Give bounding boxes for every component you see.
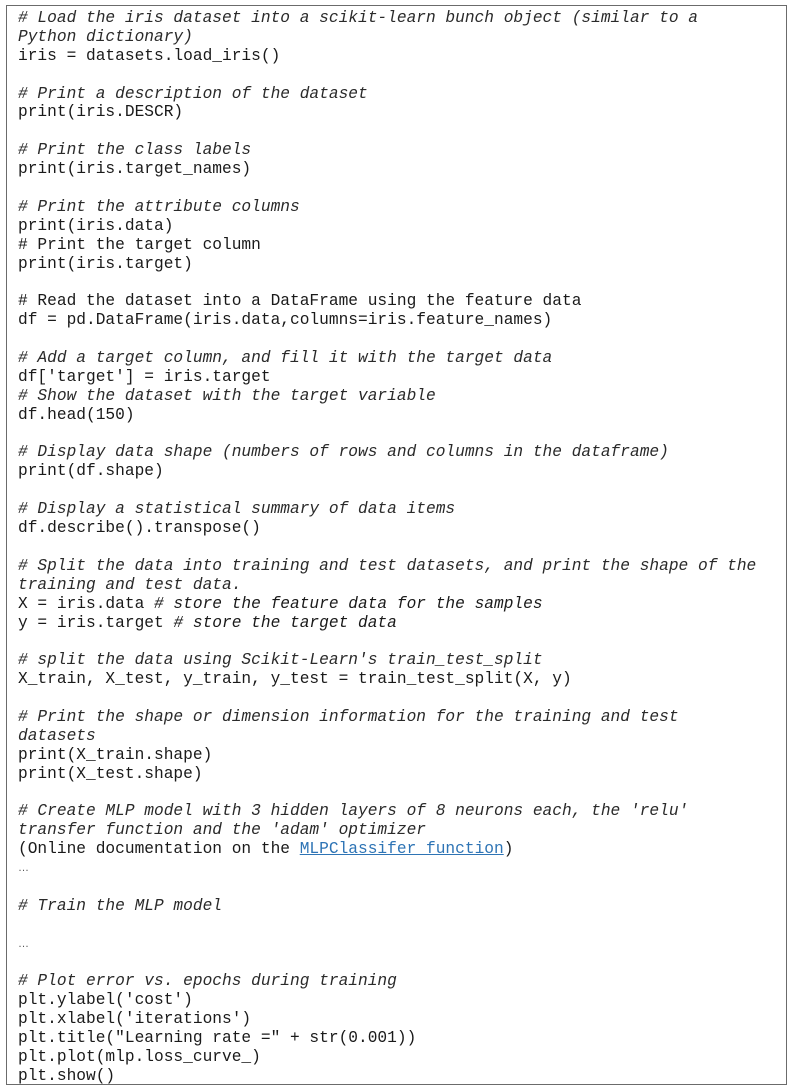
blank-line <box>18 954 786 973</box>
code-line: df['target'] = iris.target <box>18 367 271 386</box>
blank-line <box>18 425 786 444</box>
code-line: X_train, X_test, y_train, y_test = train_test_split(X, y) <box>18 670 572 689</box>
code-comment-line: transfer function and the 'adam' optimizer <box>18 821 426 840</box>
code-comment-line: # split the data using Scikit-Learn's train_test_split <box>18 651 543 670</box>
inline-comment: # store the target data <box>173 613 397 632</box>
code-comment-line: # Display a statistical summary of data items <box>18 500 456 519</box>
blank-line <box>18 330 786 349</box>
code-line: print(X_test.shape) <box>18 764 203 783</box>
code-line: df.describe().transpose() <box>18 519 261 538</box>
blank-line <box>18 878 786 897</box>
code-comment-line: # Split the data into training and test datasets, and print the shape of the <box>18 556 757 575</box>
code-comment-line: # Print the attribute columns <box>18 197 300 216</box>
blank-line <box>18 784 786 803</box>
code-comment-line: # Print a description of the dataset <box>18 84 368 103</box>
code-comment-line: datasets <box>18 726 96 745</box>
blank-line <box>18 179 786 198</box>
code-comment-line: # Create MLP model with 3 hidden layers of 8 neurons each, the 'relu' <box>18 802 689 821</box>
code-line: print(iris.DESCR) <box>18 103 184 122</box>
code-line: df = pd.DataFrame(iris.data,columns=iris.feature_names) <box>18 311 553 330</box>
code-block <box>6 5 787 1085</box>
code-line: plt.xlabel('iterations') <box>18 1010 252 1029</box>
code-comment-line: # Plot error vs. epochs during training <box>18 972 397 991</box>
blank-line <box>18 481 786 500</box>
code-comment-line: # Print the class labels <box>18 141 252 160</box>
code-comment-line: # Print the shape or dimension information for the training and test <box>18 707 679 726</box>
blank-line <box>18 916 786 935</box>
documentation-text: (Online documentation on the <box>18 840 300 859</box>
code-line: # Print the target column <box>18 235 261 254</box>
blank-line <box>18 632 786 651</box>
code-line: plt.show() <box>18 1066 116 1085</box>
code-line-with-comment <box>18 614 786 633</box>
blank-line <box>18 538 786 557</box>
ellipsis-placeholder: … <box>18 862 29 875</box>
mlpclassifier-doc-link[interactable]: MLPClassifer function <box>299 840 504 859</box>
blank-line <box>18 66 786 85</box>
documentation-text-end: ) <box>503 840 514 859</box>
inline-comment: # store the feature data for the samples <box>154 594 543 613</box>
code-comment-line: # Display data shape (numbers of rows and columns in the dataframe) <box>18 443 669 462</box>
code-line: plt.plot(mlp.loss_curve_) <box>18 1047 261 1066</box>
blank-line <box>18 689 786 708</box>
code-line: print(iris.target_names) <box>18 160 252 179</box>
code-comment-line: # Show the dataset with the target variable <box>18 386 436 405</box>
code-line: plt.ylabel('cost') <box>18 991 193 1010</box>
documentation-line <box>18 840 786 859</box>
code-comment-line: training and test data. <box>18 575 242 594</box>
code-line: print(iris.data) <box>18 216 174 235</box>
code-comment-line: # Load the iris dataset into a scikit-learn bunch object (similar to a <box>18 9 698 27</box>
code-comment-line: Python dictionary) <box>18 27 193 46</box>
code-line: print(df.shape) <box>18 462 164 481</box>
ellipsis-placeholder: … <box>18 937 29 950</box>
code-line: iris = datasets.load_iris() <box>18 46 281 65</box>
code-line: print(iris.target) <box>18 254 193 273</box>
code-line-with-comment <box>18 595 786 614</box>
code-segment: X = iris.data <box>18 594 154 613</box>
blank-line <box>18 122 786 141</box>
code-line: print(X_train.shape) <box>18 745 213 764</box>
code-line: # Read the dataset into a DataFrame using the feature data <box>18 292 582 311</box>
code-comment-line: # Train the MLP model <box>18 896 222 915</box>
blank-line <box>18 273 786 292</box>
code-line: df.head(150) <box>18 405 135 424</box>
code-segment: y = iris.target <box>18 613 174 632</box>
code-line: plt.title("Learning rate =" + str(0.001)) <box>18 1029 417 1048</box>
code-comment-line: # Add a target column, and fill it with the target data <box>18 349 553 368</box>
